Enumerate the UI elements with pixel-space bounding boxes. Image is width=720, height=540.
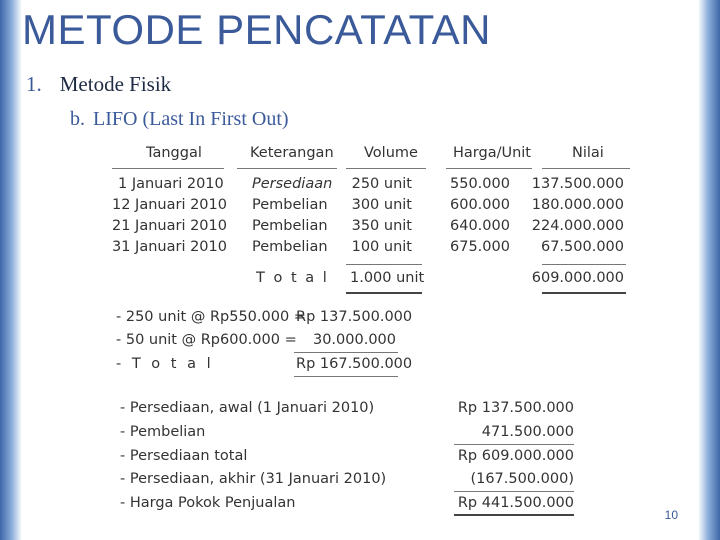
table-cell: 100 unit — [351, 239, 412, 255]
table-cell: Pembelian — [252, 239, 328, 255]
calc-total-label: - T o t a l — [116, 356, 214, 372]
list-item-label: Metode Fisik — [59, 72, 172, 96]
right-gradient-border — [698, 0, 720, 540]
table-cell: 550.000 — [450, 176, 510, 192]
table-cell: 137.500.000 — [531, 176, 624, 192]
calc-line: - 50 unit @ Rp600.000 = — [116, 332, 297, 348]
total-value: 609.000.000 — [531, 270, 624, 286]
sublist-item-lifo — [70, 108, 289, 131]
header-volume: Volume — [364, 145, 418, 161]
table-cell: 180.000.000 — [531, 197, 624, 213]
summary-value: 471.500.000 — [481, 424, 574, 440]
table-cell: 31 Januari 2010 — [112, 239, 227, 255]
summary-value: Rp 137.500.000 — [457, 400, 574, 416]
list-item-number: 1. — [26, 72, 42, 96]
table-cell: 350 unit — [351, 218, 412, 234]
table-cell: 224.000.000 — [531, 218, 624, 234]
summary-line: - Pembelian — [120, 424, 206, 440]
header-keterangan: Keterangan — [250, 145, 334, 161]
calc-value: Rp 137.500.000 — [296, 309, 413, 325]
table-cell: 640.000 — [450, 218, 510, 234]
summary-line: - Persediaan, awal (1 Januari 2010) — [120, 400, 375, 416]
table-cell: 675.000 — [450, 239, 510, 255]
page-number: 10 — [664, 508, 678, 522]
left-gradient-border — [0, 0, 22, 540]
header-harga-unit: Harga/Unit — [453, 145, 531, 161]
table-cell: 300 unit — [351, 197, 412, 213]
calc-total-value: Rp 167.500.000 — [296, 356, 413, 372]
table-cell: 12 Januari 2010 — [112, 197, 227, 213]
summary-line: - Harga Pokok Penjualan — [120, 495, 296, 511]
list-item-metode-fisik — [26, 72, 171, 97]
summary-line: - Persediaan, akhir (31 Januari 2010) — [120, 471, 387, 487]
table-cell: Pembelian — [252, 218, 328, 234]
table-cell: Pembelian — [252, 197, 328, 213]
total-volume: 1.000 unit — [350, 270, 425, 286]
table-cell: 67.500.000 — [540, 239, 624, 255]
table-cell: 600.000 — [450, 197, 510, 213]
summary-line: - Persediaan total — [120, 448, 248, 464]
summary-value: (167.500.000) — [470, 471, 574, 487]
summary-value: Rp 609.000.000 — [457, 448, 574, 464]
calc-value: 30.000.000 — [312, 332, 396, 348]
table-cell: Persediaan — [252, 176, 333, 192]
summary-value: Rp 441.500.000 — [457, 495, 574, 511]
header-tanggal: Tanggal — [146, 145, 202, 161]
table-cell: 1 Januari 2010 — [118, 176, 224, 192]
table-cell: 250 unit — [351, 176, 412, 192]
sublist-item-text: LIFO (Last In First Out) — [93, 108, 289, 130]
table-cell: 21 Januari 2010 — [112, 218, 227, 234]
scanned-table-image — [100, 138, 624, 518]
total-label: T o t a l — [256, 270, 329, 286]
sublist-item-letter: b. — [70, 108, 85, 130]
calc-line: - 250 unit @ Rp550.000 = — [116, 309, 306, 325]
header-nilai: Nilai — [572, 145, 604, 161]
slide-title: METODE PENCATATAN — [22, 6, 491, 53]
